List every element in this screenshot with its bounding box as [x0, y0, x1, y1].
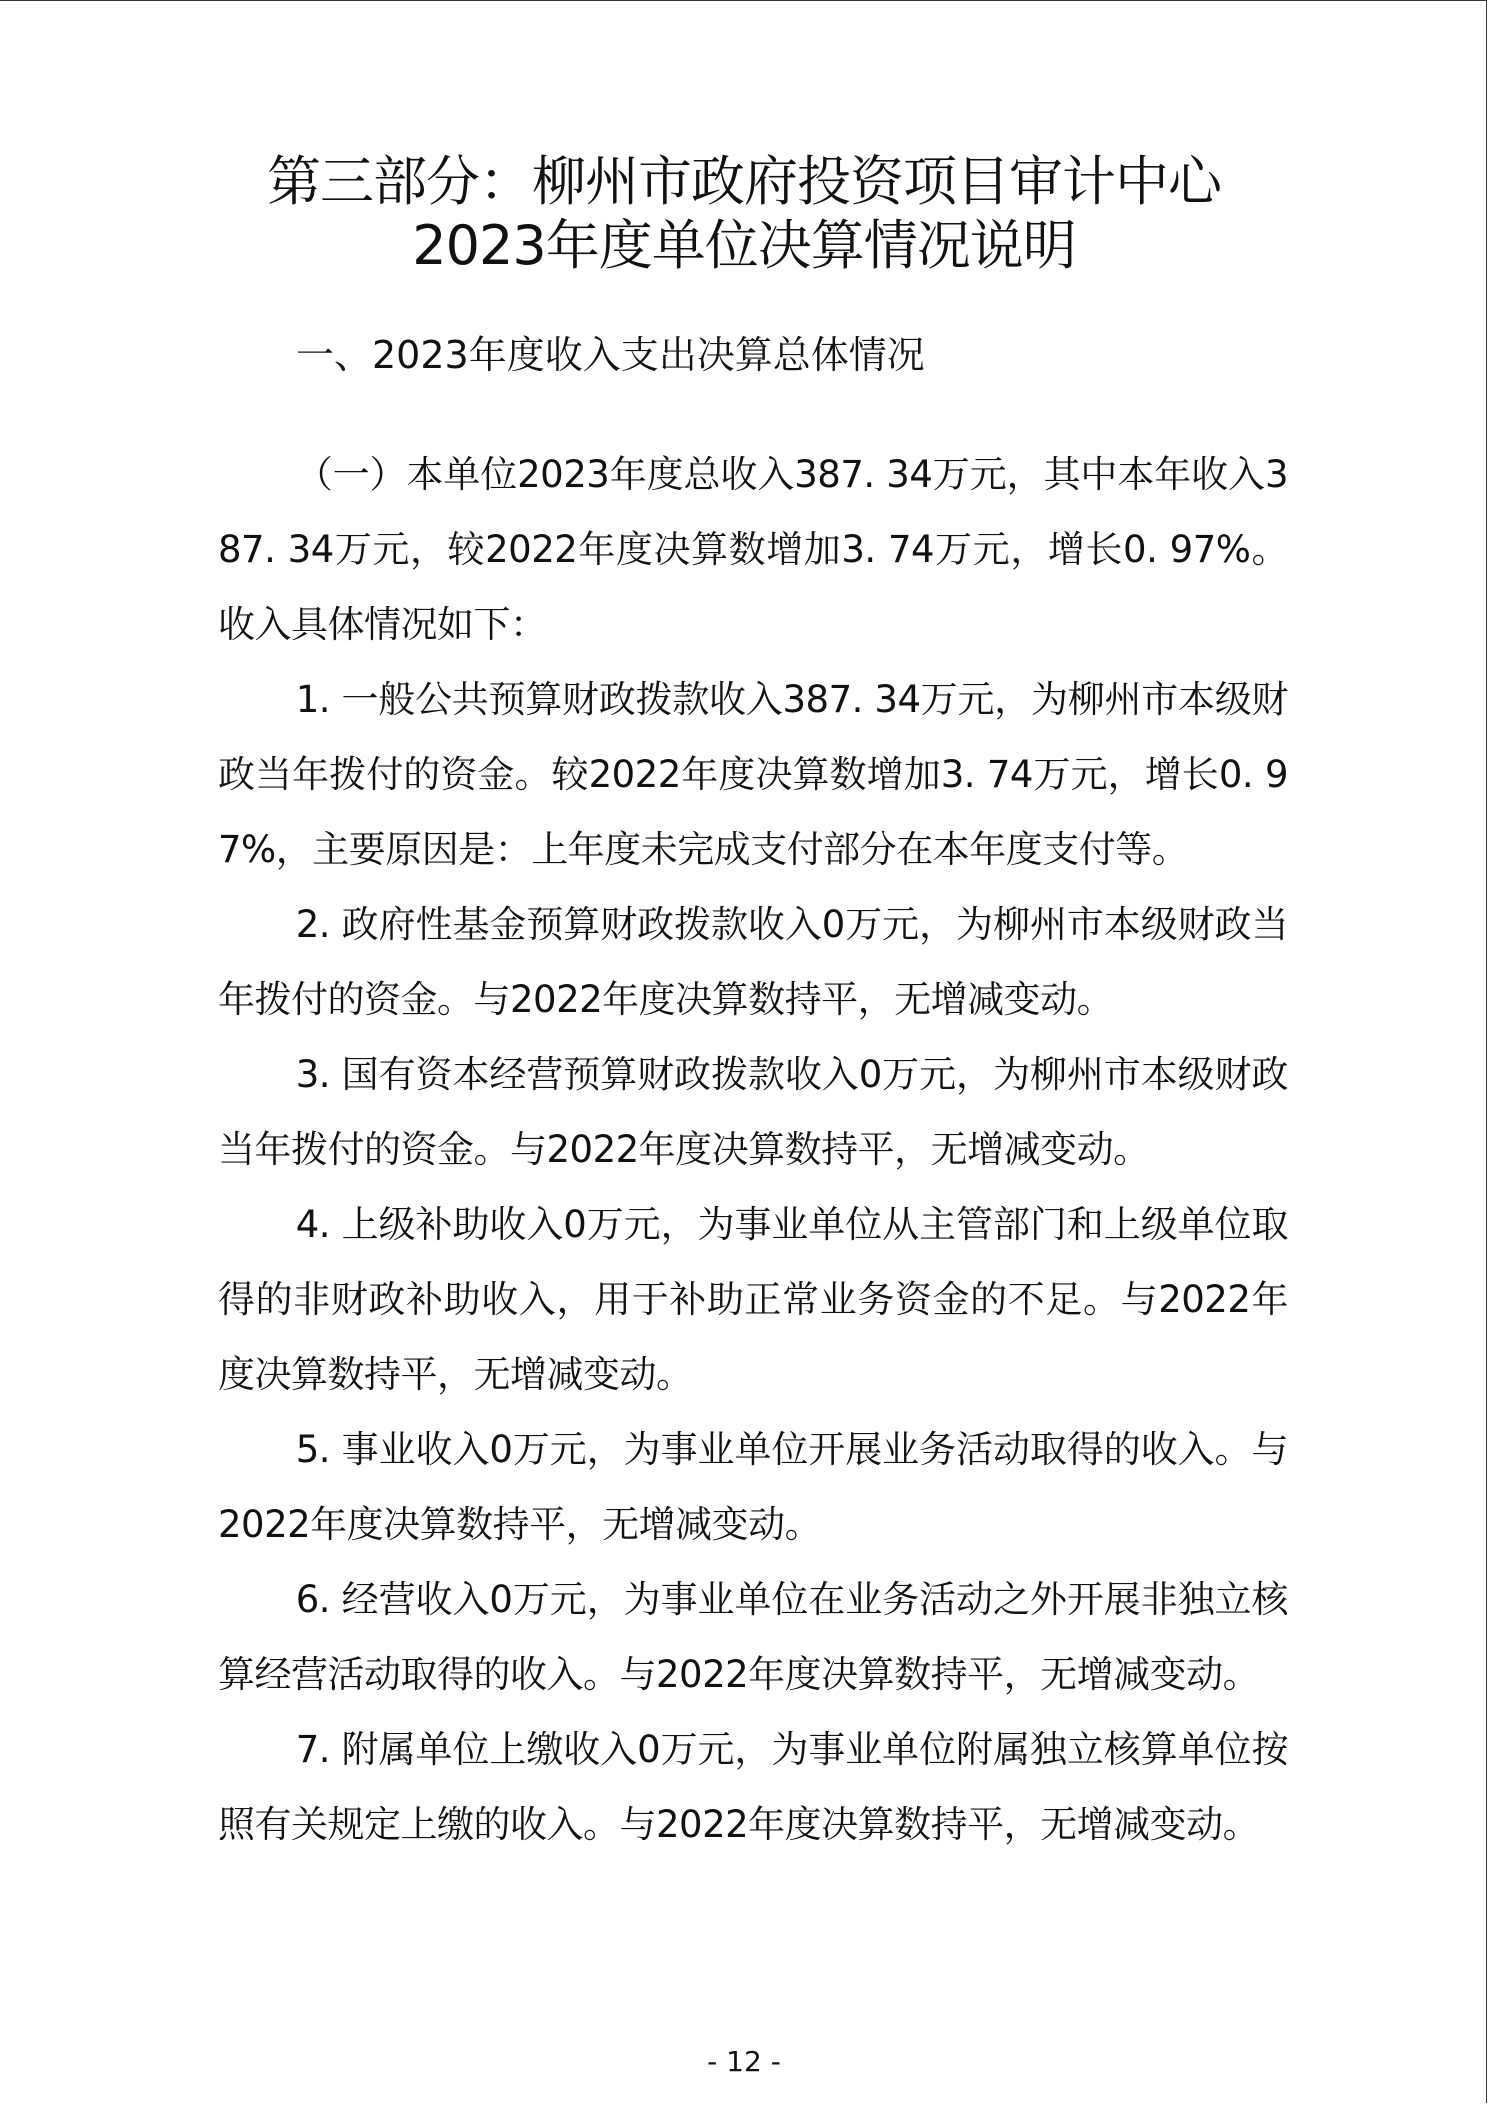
paragraph-state-capital: 3. 国有资本经营预算财政拨款收入0万元，为柳州市本级财政当年拨付的资金。与2022年度决算数持平，无增减变动。 [218, 1053, 1288, 1171]
title-line-1: 第三部分：柳州市政府投资项目审计中心 [267, 150, 1221, 213]
paragraph-superior-subsidy: 4. 上级补助收入0万元，为事业单位从主管部门和上级单位取得的非财政补助收入，用于补助正常业务资金的不足。与2022年度决算数持平，无增减变动。 [218, 1203, 1288, 1396]
body-text [218, 437, 1288, 1862]
paragraph-general-budget: 1. 一般公共预算财政拨款收入387. 34万元，为柳州市本级财政当年拨付的资金。较2022年度决算数增加3. 74万元，增长0. 97%，主要原因是：上年度未完成支付部分在本年度支付等。 [218, 678, 1288, 871]
paragraph-total-income: （一）本单位2023年度总收入387. 34万元，其中本年收入387. 34万元，较2022年度决算数增加3. 74万元，增长0. 97%。收入具体情况如下： [218, 453, 1288, 646]
paragraph-business-income: 5. 事业收入0万元，为事业单位开展业务活动取得的收入。与2022年度决算数持平，无增减变动。 [218, 1428, 1288, 1546]
paragraph-affiliate-income: 7. 附属单位上缴收入0万元，为事业单位附属独立核算单位按照有关规定上缴的收入。与2022年度决算数持平，无增减变动。 [218, 1728, 1288, 1846]
document-title [0, 150, 1488, 278]
section-heading: 一、2023年度收入支出决算总体情况 [296, 333, 925, 377]
page-number: - 12 - [707, 2045, 781, 2078]
paragraph-operating-income: 6. 经营收入0万元，为事业单位在业务活动之外开展非独立核算经营活动取得的收入。与2022年度决算数持平，无增减变动。 [218, 1578, 1288, 1696]
title-line-2: 2023年度单位决算情况说明 [412, 214, 1076, 277]
paragraph-government-fund: 2. 政府性基金预算财政拨款收入0万元，为柳州市本级财政当年拨付的资金。与2022年度决算数持平，无增减变动。 [218, 903, 1288, 1021]
